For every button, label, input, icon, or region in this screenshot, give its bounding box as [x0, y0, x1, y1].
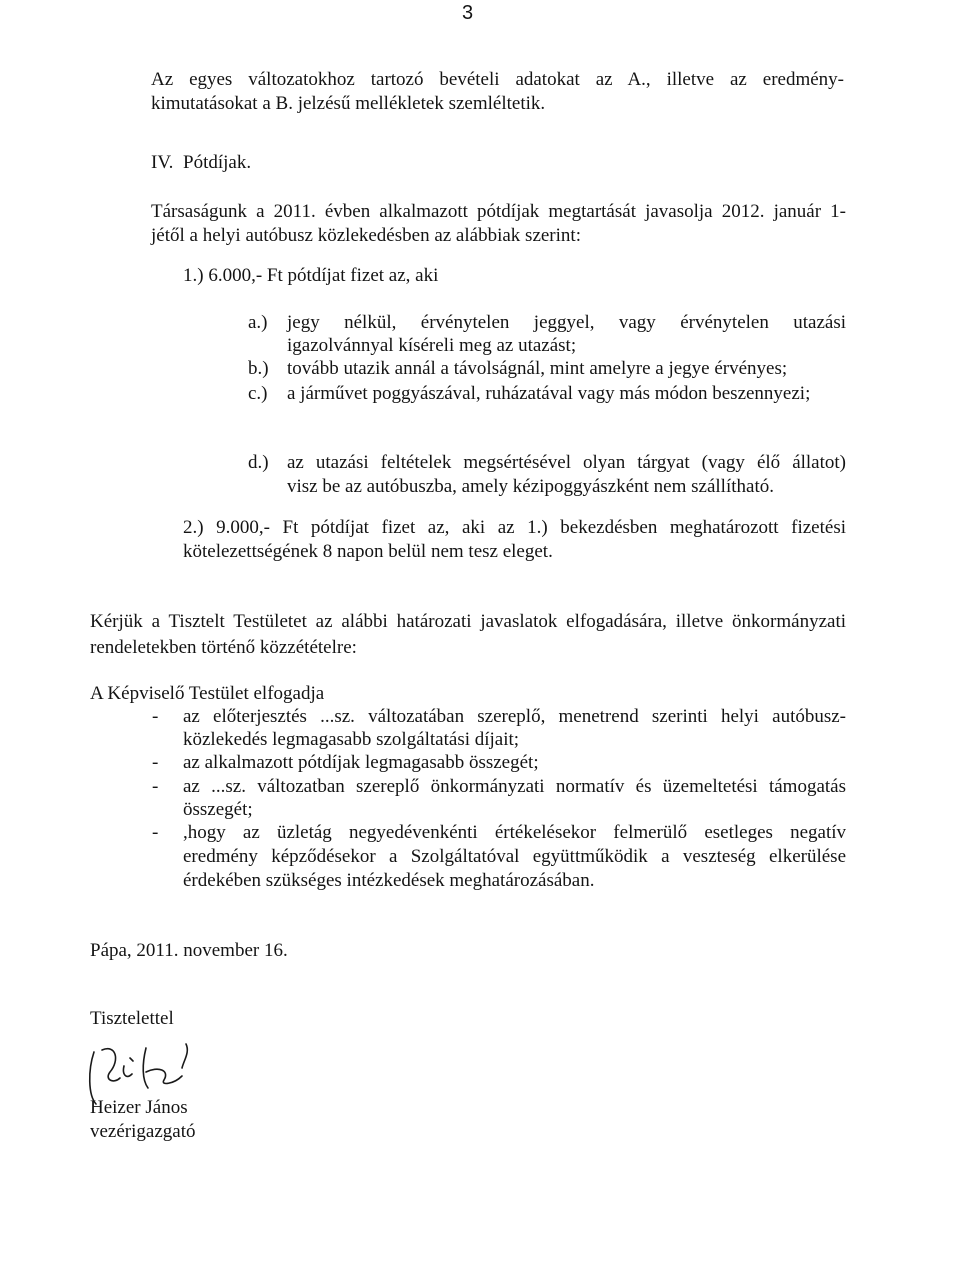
bullet-dash-1: - — [152, 706, 159, 727]
bullet-1-line-1: az előterjesztés ...sz. változatában szereplő, menetrend szerinti helyi autóbusz- — [183, 706, 846, 727]
bullet-1-line-2: közlekedés legmagasabb szolgáltatási díjait; — [183, 729, 520, 750]
bullet-4-line-3: érdekében szükséges intézkedések meghatározásában. — [183, 870, 595, 891]
item1-a-line-1: jegy nélkül, érvénytelen jeggyel, vagy érvénytelen utazási — [287, 312, 846, 333]
signer-title: vezérigazgató — [90, 1121, 196, 1142]
item1-a-label: a.) — [248, 312, 268, 333]
item2-line-2: kötelezettségének 8 napon belül nem tesz eleget. — [183, 541, 553, 562]
bullet-dash-2: - — [152, 752, 159, 773]
request-line-1: Kérjük a Tisztelt Testületet az alábbi határozati javaslatok elfogadására, illetve önkormányzati — [90, 611, 846, 632]
para1-line-1: Társaságunk a 2011. évben alkalmazott pótdíjak megtartását javasolja 2012. január 1- — [151, 201, 846, 222]
item1-d-line-1: az utazási feltételek megsértésével olyan tárgyat (vagy élő állatot) — [287, 452, 846, 473]
bullet-dash-4: - — [152, 822, 159, 843]
bullet-3-line-2: összegét; — [183, 799, 253, 820]
date-line: Pápa, 2011. november 16. — [90, 940, 288, 961]
bullet-2-text: az alkalmazott pótdíjak legmagasabb összegét; — [183, 752, 539, 773]
bullet-3-line-1: az ...sz. változatban szereplő önkormányzati normatív és üzemeltetési támogatás — [183, 776, 846, 797]
request-line-2: rendeletekben történő közzétételre: — [90, 637, 357, 658]
bullet-4-line-1: ,hogy az üzletág negyedévenkénti értékelésekor felmerülő esetleges negatív — [183, 822, 846, 843]
page-number: 3 — [462, 2, 474, 24]
item1-d-line-2: visz be az autóbuszba, amely kézipoggyászként nem szállítható. — [287, 476, 774, 497]
item1-a-line-2: igazolvánnyal kíséreli meg az utazást; — [287, 335, 577, 356]
section-title: Pótdíjak. — [183, 152, 252, 173]
item1-c-label: c.) — [248, 383, 268, 404]
item1-b-text: tovább utazik annál a távolságnál, mint amelyre a jegye érvényes; — [287, 358, 788, 379]
item1-heading: 1.) 6.000,- Ft pótdíjat fizet az, aki — [183, 265, 439, 286]
bullet-4-line-2: eredmény képződésekor a Szolgáltatóval együttműködik a veszteség elkerülése — [183, 846, 846, 867]
intro-line-1: Az egyes változatokhoz tartozó bevételi adatokat az A., illetve az eredmény- — [151, 69, 844, 90]
intro-line-2: kimutatásokat a B. jelzésű mellékletek szemléltetik. — [151, 93, 546, 114]
signer-name: Heizer János — [90, 1097, 188, 1118]
bullet-dash-3: - — [152, 776, 159, 797]
closing-text: Tisztelettel — [90, 1008, 174, 1029]
item1-b-label: b.) — [248, 358, 269, 379]
item2-line-1: 2.) 9.000,- Ft pótdíjat fizet az, aki az 1.) bekezdésben meghatározott fizetési — [183, 517, 846, 538]
section-number: IV. — [151, 152, 174, 173]
item1-c-text: a járművet poggyászával, ruházatával vagy más módon beszennyezi; — [287, 383, 811, 404]
para1-line-2: jétől a helyi autóbusz közlekedésben az alábbiak szerint: — [151, 225, 581, 246]
item1-d-label: d.) — [248, 452, 269, 473]
resolution-heading: A Képviselő Testület elfogadja — [90, 683, 325, 704]
